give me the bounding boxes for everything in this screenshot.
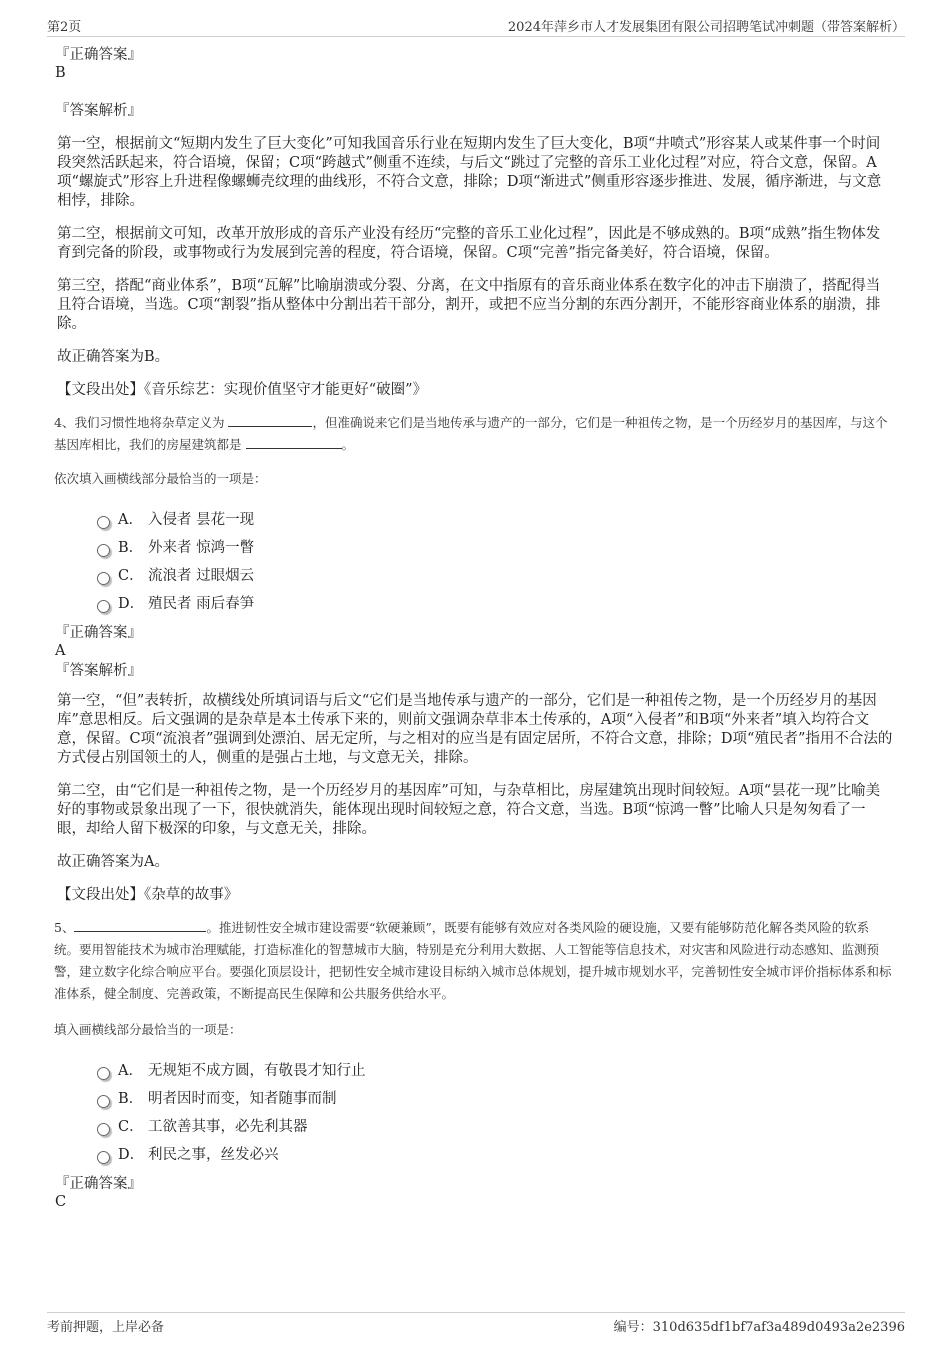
option-b[interactable] [97, 1085, 893, 1113]
answer-value: C [55, 1194, 67, 1210]
option-list [97, 506, 893, 618]
source-citation: 【文段出处】《音乐综艺：实现价值坚守才能更好“破圈”》 [57, 382, 428, 398]
answer-label: 『正确答案』 [55, 1176, 142, 1192]
analysis-paragraph: 第二空，根据前文可知，改革开放形成的音乐产业没有经历“完整的音乐工业化过程”，因此是不够成熟的。B项“成熟”指生物体发育到完备的阶段，或事物或行为发展到完善的程度，符合语境，保留。C项“完善”指完备美好，符合语境，保留。 [57, 226, 881, 261]
answer-label: 『正确答案』 [55, 625, 142, 641]
option-c[interactable] [97, 562, 893, 590]
option-d[interactable] [97, 1141, 893, 1169]
document-id: 编号：310d635df1bf7af3a489d0493a2e2396 [613, 1320, 905, 1335]
radio-icon[interactable] [97, 1151, 110, 1164]
option-letter: D． [118, 1147, 145, 1163]
radio-icon[interactable] [97, 600, 110, 613]
option-letter: A． [118, 1063, 143, 1079]
option-d[interactable] [97, 590, 893, 618]
radio-icon[interactable] [97, 544, 110, 557]
option-text: 入侵者 昙花一现 [148, 512, 255, 528]
analysis-label: 『答案解析』 [55, 103, 142, 119]
option-letter: D． [118, 596, 145, 612]
option-list [97, 1057, 893, 1169]
option-letter: B． [118, 1091, 144, 1107]
option-a[interactable] [97, 1057, 893, 1085]
stem-text: 我们习惯性地将杂草定义为 [74, 415, 225, 430]
question-prompt: 依次填入画横线部分最恰当的一项是： [54, 471, 267, 486]
option-text: 工欲善其事，必先利其器 [148, 1119, 308, 1135]
fill-blank [246, 436, 342, 449]
option-b[interactable] [97, 534, 893, 562]
radio-icon[interactable] [97, 572, 110, 585]
option-text: 外来者 惊鸿一瞥 [148, 540, 255, 556]
conclusion: 故正确答案为A。 [57, 854, 169, 870]
answer-value: A [55, 643, 66, 659]
option-a[interactable] [97, 506, 893, 534]
option-text: 无规矩不成方圆，有敬畏才知行止 [148, 1063, 366, 1079]
analysis-paragraph: 第二空，由“它们是一种祖传之物，是一个历经岁月的基因库”可知，与杂草相比，房屋建筑出现时间较短。A项“昙花一现”比喻美好的事物或景象出现了一下，很快就消失，能体现出现时间较短之意，符合文意，当选。B项“惊鸿一瞥”比喻人只是匆匆看了一眼，却给人留下极深的印象，与文意无关，排除。 [57, 783, 881, 837]
option-text: 殖民者 雨后春笋 [148, 596, 255, 612]
stem-text: 。 [341, 437, 355, 452]
page-number: 第2页 [47, 20, 82, 35]
footer-slogan: 考前押题，上岸必备 [47, 1320, 165, 1335]
option-text: 流浪者 过眼烟云 [148, 568, 255, 584]
answer-value: B [55, 65, 66, 81]
option-letter: B． [118, 540, 144, 556]
question-prompt: 填入画横线部分最恰当的一项是： [54, 1022, 242, 1037]
radio-icon[interactable] [97, 516, 110, 529]
option-letter: A． [118, 512, 143, 528]
fill-blank [74, 919, 206, 932]
analysis-paragraph: 第三空，搭配“商业体系”，B项“瓦解”比喻崩溃或分裂、分离，在文中指原有的音乐商业体系在数字化的冲击下崩溃了，搭配得当且符合语境，当选。C项“割裂”指从整体中分割出若干部分，割开，或把不应当分割的东西分割开，不能形容商业体系的崩溃，排除。 [57, 278, 881, 332]
answer-label: 『正确答案』 [55, 47, 142, 63]
option-letter: C． [118, 568, 144, 584]
page-footer [47, 1312, 905, 1335]
question-stem [54, 412, 893, 456]
conclusion: 故正确答案为B。 [57, 349, 170, 365]
source-citation: 【文段出处】《杂草的故事》 [57, 887, 239, 903]
document-title: 2024年萍乡市人才发展集团有限公司招聘笔试冲刺题（带答案解析） [507, 20, 905, 35]
analysis-paragraph: 第一空，“但”表转折，故横线处所填词语与后文“它们是当地传承与遗产的一部分，它们是一种祖传之物，是一个历经岁月的基因库”意思相反。后文强调的是杂草是本土传承下来的，则前文强调杂草非本土传承的，A项“入侵者”和B项“外来者”填入均符合文意，保留。C项“流浪者”强调到处漂泊、居无定所，与之相对的应当是有固定居所，不符合文意，排除；D项“殖民者”指用不合法的方式侵占别国领土的人，侧重的是强占土地，与文意无关，排除。 [57, 693, 893, 766]
analysis-label: 『答案解析』 [55, 663, 142, 679]
stem-text: 。推进韧性安全城市建设需要“软硬兼顾”，既要有能够有效应对各类风险的硬设施，又要有能够防范化解各类风险的软系统。要用智能技术为城市治理赋能，打造标准化的智慧城市大脑，特别是充分利用大数据、人工智能等信息技术，对灾害和风险进行动态感知、监测预警，建立数字化综合响应平台。要强化顶层设计，把韧性安全城市建设目标纳入城市总体规划，提升城市规划水平，完善韧性安全城市评价指标体系和标准体系，健全制度、完善政策，不断提高民生保障和公共服务供给水平。 [54, 920, 892, 1001]
page-header [47, 14, 905, 37]
option-c[interactable] [97, 1113, 893, 1141]
radio-icon[interactable] [97, 1123, 110, 1136]
stem-text: ，但准确说来它们是当地传承与遗产的一部分，它们是一种祖传之物，是一个历经岁月的基因库，与这个基因库相比，我们的房屋建筑都是 [54, 415, 888, 452]
option-letter: C． [118, 1119, 144, 1135]
question-number: 4、 [54, 415, 75, 430]
fill-blank [228, 414, 312, 427]
question-stem [54, 917, 893, 1005]
option-text: 利民之事，丝发必兴 [148, 1147, 279, 1163]
question-number: 5、 [54, 920, 75, 935]
analysis-paragraph: 第一空，根据前文“短期内发生了巨大变化”可知我国音乐行业在短期内发生了巨大变化，B项“井喷式”形容某人或某件事一个时间段突然活跃起来，符合语境，保留；C项“跨越式”侧重不连续，与后文“跳过了完整的音乐工业化过程”对应，符合文意，保留。A项“螺旋式”形容上升进程像螺蛳壳纹理的曲线形，不符合文意，排除；D项“渐进式”侧重形容逐步推进、发展，循序渐进，与文意相悖，排除。 [57, 136, 882, 209]
radio-icon[interactable] [97, 1095, 110, 1108]
radio-icon[interactable] [97, 1067, 110, 1080]
option-text: 明者因时而变，知者随事而制 [148, 1091, 337, 1107]
main-content [54, 40, 893, 1211]
